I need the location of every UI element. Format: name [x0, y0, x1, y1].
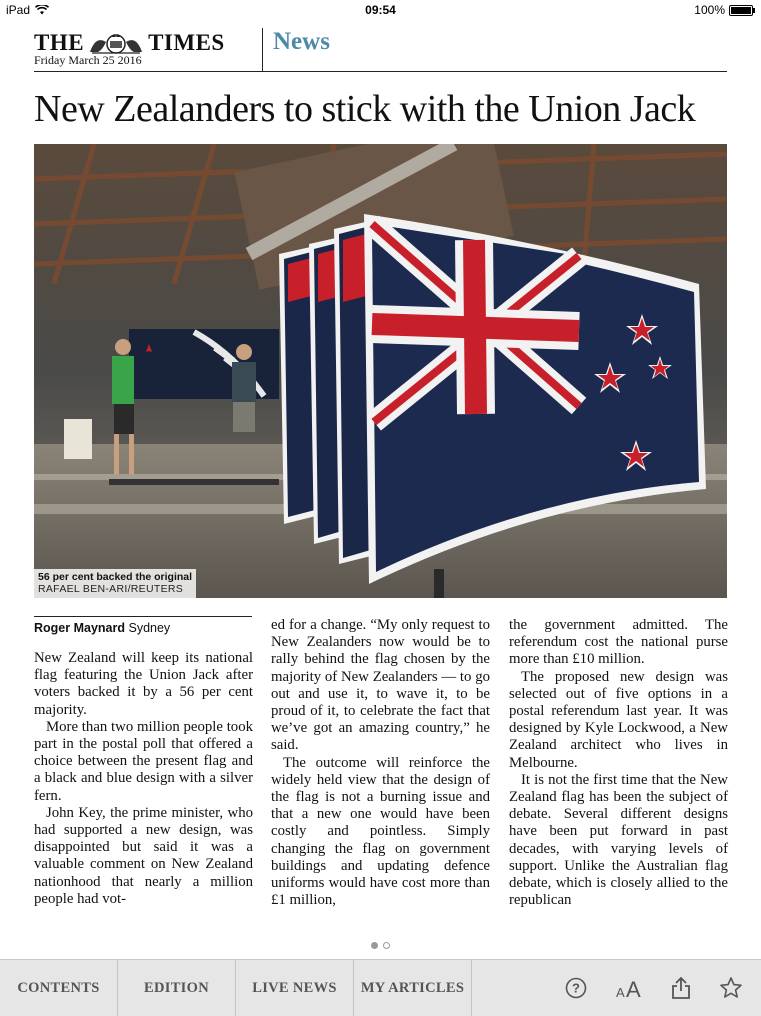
- page-dot[interactable]: [383, 942, 390, 949]
- device-label: iPad: [6, 3, 31, 17]
- favourite-star-icon[interactable]: [719, 976, 743, 1000]
- article-column-3: [509, 617, 728, 909]
- masthead-divider: [262, 28, 263, 71]
- author-location: Sydney: [128, 621, 171, 635]
- publication-date: Friday March 25 2016: [34, 53, 142, 67]
- byline: [34, 621, 170, 635]
- clock: 09:54: [365, 3, 396, 17]
- author-name: Roger Maynard: [34, 621, 125, 635]
- battery-icon: [729, 5, 753, 16]
- article-photo[interactable]: [34, 144, 727, 598]
- my-articles-button[interactable]: MY ARTICLES: [354, 960, 472, 1016]
- paragraph: John Key, the prime minister, who had supported a new design, was disappointed but said it was a valuable comment on New Zealand nationhood that nearly a million people had vot-: [34, 804, 253, 907]
- svg-text:A: A: [626, 977, 641, 1000]
- caption-text: 56 per cent backed the original: [38, 571, 193, 583]
- paragraph: The proposed new design was selected out of five options in a postal referendum last year. It was designed by Kyle Lockwood, a New Zealand architect who lives in Melbourne.: [509, 668, 728, 771]
- byline-rule: [34, 616, 252, 617]
- status-bar: [0, 0, 761, 20]
- article-column-1: [34, 650, 253, 908]
- photo-caption: [34, 569, 196, 598]
- text-size-icon[interactable]: [615, 976, 643, 1000]
- svg-text:?: ?: [572, 980, 580, 996]
- help-icon[interactable]: [565, 977, 587, 999]
- share-icon[interactable]: [671, 976, 691, 1000]
- battery-percent: 100%: [694, 3, 725, 17]
- paragraph: the government admitted. The referendum cost the national purse more than £10 million.: [509, 617, 728, 668]
- live-news-button[interactable]: LIVE NEWS: [236, 960, 354, 1016]
- paragraph: It is not the first time that the New Zealand flag has been the subject of debate. Several different designs have been put forward in past decades, with varying levels of support. Unlike the Australian flag debate, which is closely allied to the republican: [509, 771, 728, 909]
- contents-button[interactable]: CONTENTS: [0, 960, 118, 1016]
- edition-button[interactable]: EDITION: [118, 960, 236, 1016]
- article-headline: New Zealanders to stick with the Union Jack: [34, 88, 696, 130]
- paragraph: New Zealand will keep its national flag featuring the Union Jack after voters backed it by a 56 per cent majority.: [34, 650, 253, 718]
- bottom-toolbar: [0, 959, 761, 1016]
- svg-text:A: A: [616, 985, 625, 1000]
- article-column-2: [271, 617, 490, 909]
- paragraph: More than two million people took part in the postal poll that offered a choice between the present flag and a black and blue design with a silver fern.: [34, 718, 253, 804]
- paragraph: The outcome will reinforce the widely held view that the design of the flag is not a burning issue and that a new one would have been costly and pointless. Simply changing the flag on government buildings and updating defence uniforms would have cost more than £1 million,: [271, 754, 490, 909]
- logo-text-left: THE: [34, 30, 85, 55]
- page-dot-current[interactable]: [371, 942, 378, 949]
- masthead: [34, 28, 727, 72]
- photo-credit: RAFAEL BEN-ARI/REUTERS: [38, 583, 184, 595]
- logo-text-right: TIMES: [148, 30, 225, 55]
- section-title[interactable]: News: [273, 28, 330, 55]
- royal-crest-icon: [88, 32, 144, 54]
- flag-factory-photo: [34, 144, 727, 598]
- paragraph: ed for a change. “My only request to New Zealanders now would be to rally behind the flag chosen by the majority of New Zealanders — to go out and use it, to wave it, to be proud of it, to celebrate the fact that we’ve got an amazing country,” he said.: [271, 617, 490, 754]
- page-indicator[interactable]: [0, 942, 761, 949]
